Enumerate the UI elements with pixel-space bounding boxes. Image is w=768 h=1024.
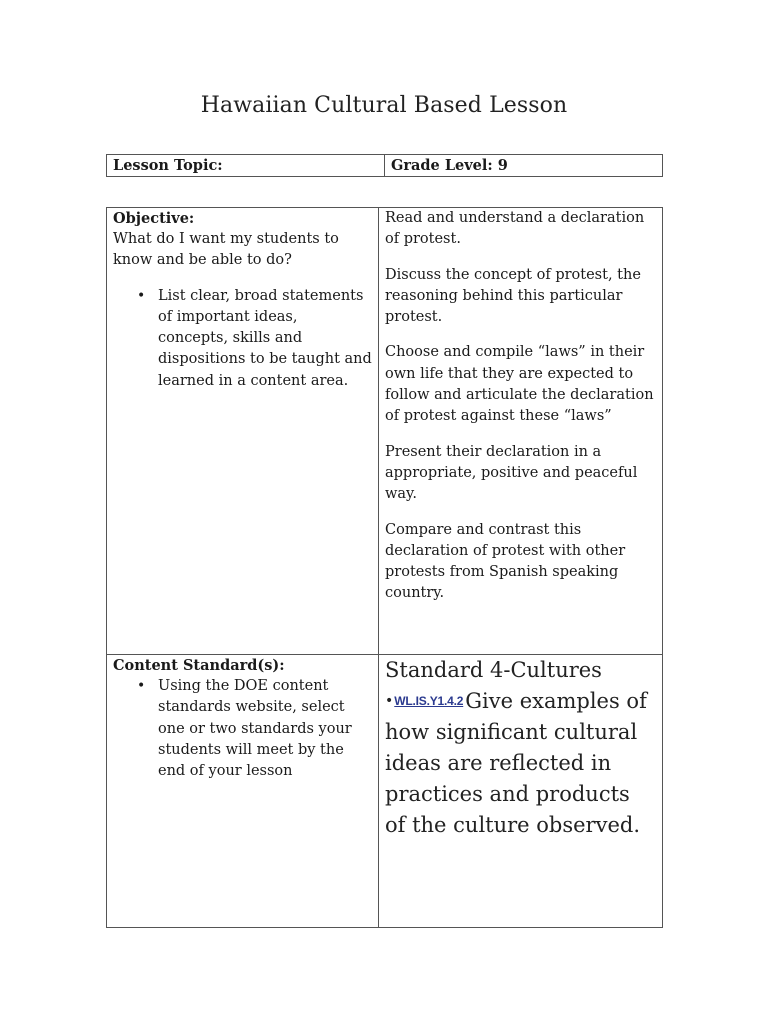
lesson-topic-cell xyxy=(107,155,385,177)
content-standards-prompt-cell xyxy=(107,655,379,928)
objective-answer-1: Read and understand a declaration of protest. xyxy=(385,210,645,248)
grade-level-label: Grade Level: 9 xyxy=(391,157,508,174)
objective-answer-2: Discuss the concept of protest, the reasoning behind this particular protest. xyxy=(385,266,641,326)
objective-label: Objective: xyxy=(113,210,195,227)
objective-answer-3: Choose and compile “laws” in their own life that they are expected to follow and articulate the declaration of protest against these “laws” xyxy=(385,344,654,425)
objective-answers-cell xyxy=(379,208,663,655)
objective-answer-4: Present their declaration in a appropriate, positive and peaceful way. xyxy=(385,443,638,503)
lesson-topic-label: Lesson Topic: xyxy=(113,157,223,174)
content-standards-bullet-text: Using the DOE content standards website, select one or two standards your students will meet by the end of your lesson xyxy=(158,678,352,780)
bullet-icon: • xyxy=(385,693,394,709)
document-title: Hawaiian Cultural Based Lesson xyxy=(200,93,568,118)
content-standards-bullet-list xyxy=(113,676,372,782)
objective-bullet-text: List clear, broad statements of important ideas, concepts, skills and dispositions to be taught and learned in a content area. xyxy=(158,287,372,389)
objective-question: What do I want my students to know and be able to do? xyxy=(113,231,339,269)
objective-prompt-cell xyxy=(107,208,379,655)
list-item xyxy=(137,676,372,782)
bullet-icon: • xyxy=(137,678,146,694)
content-standards-answer-cell xyxy=(379,655,663,928)
content-standards-label: Content Standard(s): xyxy=(113,657,285,674)
header-row xyxy=(107,155,663,177)
standard-description: Give examples of how significant cultural ideas are reflected in practices and products of the culture observed. xyxy=(385,689,647,837)
objective-bullet-list xyxy=(113,286,372,392)
lesson-header-table xyxy=(106,154,663,177)
objective-answer-5: Compare and contrast this declaration of protest with other protests from Spanish speaking country. xyxy=(385,521,626,602)
content-standards-row xyxy=(107,655,663,928)
lesson-plan-table xyxy=(106,207,663,928)
list-item xyxy=(137,286,372,392)
standard-code-link[interactable]: WL.IS.Y1.4.2 xyxy=(394,694,464,708)
grade-level-cell xyxy=(385,155,663,177)
bullet-icon: • xyxy=(137,287,146,304)
standard-heading: Standard 4-Cultures xyxy=(385,658,602,682)
objective-row xyxy=(107,208,663,655)
